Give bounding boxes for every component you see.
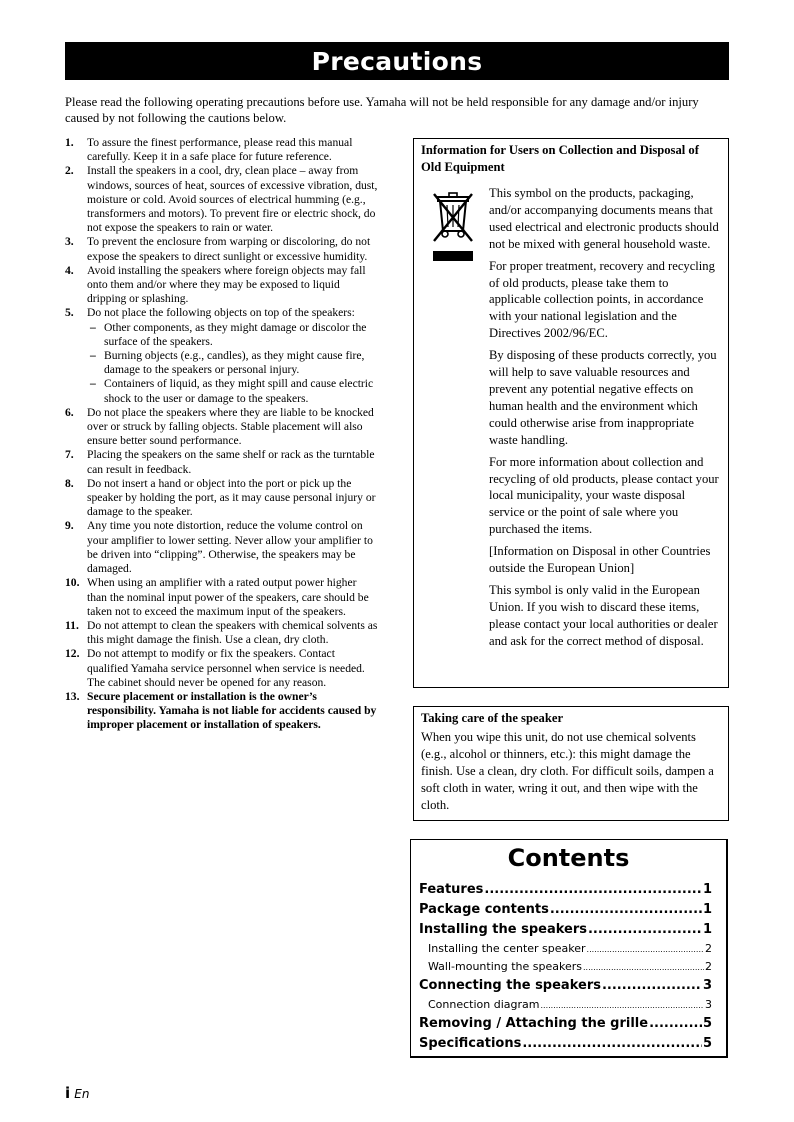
disposal-paragraph: By disposing of these products correctly, you will help to save valuable resources and prevent any potential negative effects on human health and the environment which could otherwise arise from inappropriate waste handling. (489, 348, 717, 447)
item-number: 8. (65, 476, 74, 490)
page-footer (65, 1084, 89, 1102)
toc-page: 1 (702, 882, 712, 897)
item-text: Do not attempt to clean the speakers with chemical solvents as this might damage the finish. Use a clean, dry cloth. (87, 618, 378, 647)
item-text: Install the speakers in a cool, dry, clean place – away from windows, sources of heat, sources of excessive vibration, dust, moisture or cold. Avoid sources of electrical humming (e.g., transformers and motors). To prevent fire or electric shock, do not expose the speakers to rain or water. (87, 164, 378, 235)
toc-page: 3 (705, 998, 712, 1011)
item-number: 1. (65, 136, 74, 149)
toc-label: Wall-mounting the speakers (428, 960, 582, 973)
item-text: Do not attempt to modify or fix the speakers. Contact qualified Yamaha service personnel when service is needed. The cabinet should never be opened for any reason. (87, 647, 365, 689)
item-text: Secure placement or installation is the owner’s responsibility. Yamaha is not liable for accidents caused by improper placement or installation of speakers. (87, 689, 377, 732)
toc-page: 1 (702, 922, 712, 937)
toc-entry-specifications[interactable] (419, 1034, 712, 1054)
toc-label: Features (419, 882, 484, 897)
toc-label: Connection diagram (428, 998, 540, 1011)
precaution-item (65, 519, 379, 576)
item-number: 5. (65, 306, 74, 320)
item-number: 2. (65, 164, 74, 178)
care-body: When you wipe this unit, do not use chemical solvents (e.g., alcohol or thinners, etc.): this might damage the finish. Use a clean, dry cloth. For difficult soils, dampen a soft cloth in water, wring it out, and then wipe with the cloth. (421, 730, 714, 812)
toc-leader (649, 1014, 702, 1034)
precaution-item (65, 448, 379, 476)
item-number: 7. (65, 448, 74, 462)
item-text: Any time you note distortion, reduce the volume control on your amplifier to lower setting. Never allow your amplifier to be driven into “clipping”. Otherwise, the speakers may be damaged. (87, 519, 373, 576)
care-heading: Taking care of the speaker (421, 711, 564, 725)
toc-leader (587, 940, 704, 958)
disposal-paragraph: This symbol on the products, packaging, and/or accompanying documents means that used electrical and electronic products should not be mixed with general household waste. (489, 186, 719, 251)
item-number: 4. (65, 263, 74, 277)
page-number: i (65, 1084, 71, 1102)
precaution-item (65, 647, 379, 690)
toc-label: Package contents (419, 902, 549, 917)
toc-entry-installing-center-speaker[interactable] (419, 940, 712, 958)
toc-leader (522, 1034, 702, 1054)
toc-leader (583, 958, 704, 976)
item-number: 6. (65, 405, 74, 419)
toc-entry-connection-diagram[interactable] (419, 996, 712, 1014)
disposal-heading: Information for Users on Collection and Disposal of Old Equipment (421, 143, 699, 174)
disposal-paragraph: This symbol is only valid in the European Union. If you wish to discard these items, please contact your local authorities or dealer and ask for the correct method of disposal. (489, 582, 718, 648)
sub-item: – Other components, as they might damage or discolor the surface of the speakers. (90, 320, 367, 348)
precaution-item (65, 164, 379, 235)
sub-item-text: Burning objects (e.g., candles), as they might cause fire, damage to the speakers or personal injury. (104, 349, 365, 377)
toc-page: 3 (702, 978, 712, 993)
item-number: 13. (65, 689, 80, 703)
item-text: Avoid installing the speakers where foreign objects may fall onto them and/or where they may be exposed to liquid dripping or splashing. (87, 263, 366, 306)
toc-leader (550, 900, 702, 920)
item-text: When using an amplifier with a rated output power higher than the nominal input power of the speakers, care should be taken not to exceed the maximum input of the speakers. (87, 576, 369, 618)
table-of-contents (419, 880, 712, 1054)
toc-page: 2 (705, 942, 712, 955)
item-text: Placing the speakers on the same shelf or rack as the turntable can result in feedback. (87, 448, 375, 476)
precaution-item (65, 406, 379, 449)
precaution-sublist (87, 321, 379, 406)
toc-entry-grille[interactable] (419, 1014, 712, 1034)
toc-leader (540, 996, 704, 1014)
precaution-item (65, 306, 379, 405)
language-code: En (74, 1087, 90, 1101)
intro-paragraph: Please read the following operating precautions before use. Yamaha will not be held responsible for any damage and/or injury caused by not following the cautions below. (65, 95, 699, 125)
sub-item: – Containers of liquid, as they might spill and cause electric shock to the user or damage to the speakers. (90, 377, 374, 405)
disposal-paragraph: For more information about collection and recycling of old products, please contact your local municipality, your waste disposal service or the point of sale where you purchased the items. (489, 454, 719, 537)
toc-page: 5 (702, 1016, 712, 1031)
precaution-item (65, 690, 379, 733)
toc-entry-installing-speakers[interactable] (419, 920, 712, 940)
care-box (413, 706, 729, 821)
toc-label: Installing the speakers (419, 922, 587, 937)
toc-entry-package-contents[interactable] (419, 900, 712, 920)
toc-label: Installing the center speaker (428, 942, 586, 955)
precautions-list (65, 136, 379, 733)
disposal-paragraph: For proper treatment, recovery and recycling of old products, please take them to applicable collection points, in accordance with your national legislation and the Directives 2002/96/EC. (489, 258, 715, 341)
toc-page: 2 (705, 960, 712, 973)
precaution-item (65, 619, 379, 647)
toc-label: Removing / Attaching the grille (419, 1016, 649, 1031)
sub-item-text: Containers of liquid, as they might spill and cause electric shock to the user or damage to the speakers. (104, 377, 374, 405)
item-text: To prevent the enclosure from warping or discoloring, do not expose the speakers to direct sunlight or excessive humidity. (87, 235, 371, 263)
page-title: Precautions (311, 46, 483, 76)
disposal-paragraph: [Information on Disposal in other Countries outside the European Union] (489, 544, 711, 576)
precaution-item (65, 136, 379, 164)
disposal-info-box (413, 138, 729, 688)
toc-leader (588, 920, 702, 940)
precaution-item (65, 235, 379, 263)
contents-title: Contents (507, 844, 630, 872)
toc-label: Connecting the speakers (419, 978, 601, 993)
toc-entry-wall-mounting[interactable] (419, 958, 712, 976)
toc-page: 5 (702, 1036, 712, 1051)
item-number: 9. (65, 519, 74, 533)
toc-label: Specifications (419, 1036, 522, 1051)
item-text: Do not insert a hand or object into the port or pick up the speaker by holding the port, as it may cause personal injury or damage to the speaker. (87, 476, 376, 519)
toc-leader (602, 976, 702, 996)
contents-box (410, 839, 728, 1058)
toc-page: 1 (702, 902, 712, 917)
toc-entry-connecting-speakers[interactable] (419, 976, 712, 996)
item-text: Do not place the speakers where they are liable to be knocked over or struck by falling objects. Stable placement will also ensure better sound performance. (87, 405, 374, 448)
page-title-bar (65, 42, 729, 80)
item-number: 11. (65, 618, 79, 632)
item-number: 3. (65, 235, 74, 249)
toc-leader (484, 880, 702, 900)
precaution-item (65, 477, 379, 520)
crossed-out-wheeled-bin-icon (431, 191, 475, 263)
precaution-item (65, 264, 379, 307)
precaution-item (65, 576, 379, 619)
sub-item-text: Other components, as they might damage or discolor the surface of the speakers. (104, 320, 367, 348)
item-number: 12. (65, 647, 80, 661)
sub-item: – Burning objects (e.g., candles), as they might cause fire, damage to the speakers or personal injury. (90, 349, 365, 377)
item-text: To assure the finest performance, please read this manual carefully. Keep it in a safe place for future reference. (87, 136, 353, 164)
item-text: Do not place the following objects on top of the speakers: (87, 306, 355, 320)
item-number: 10. (65, 576, 80, 590)
disposal-text (489, 185, 723, 655)
toc-entry-features[interactable] (419, 880, 712, 900)
